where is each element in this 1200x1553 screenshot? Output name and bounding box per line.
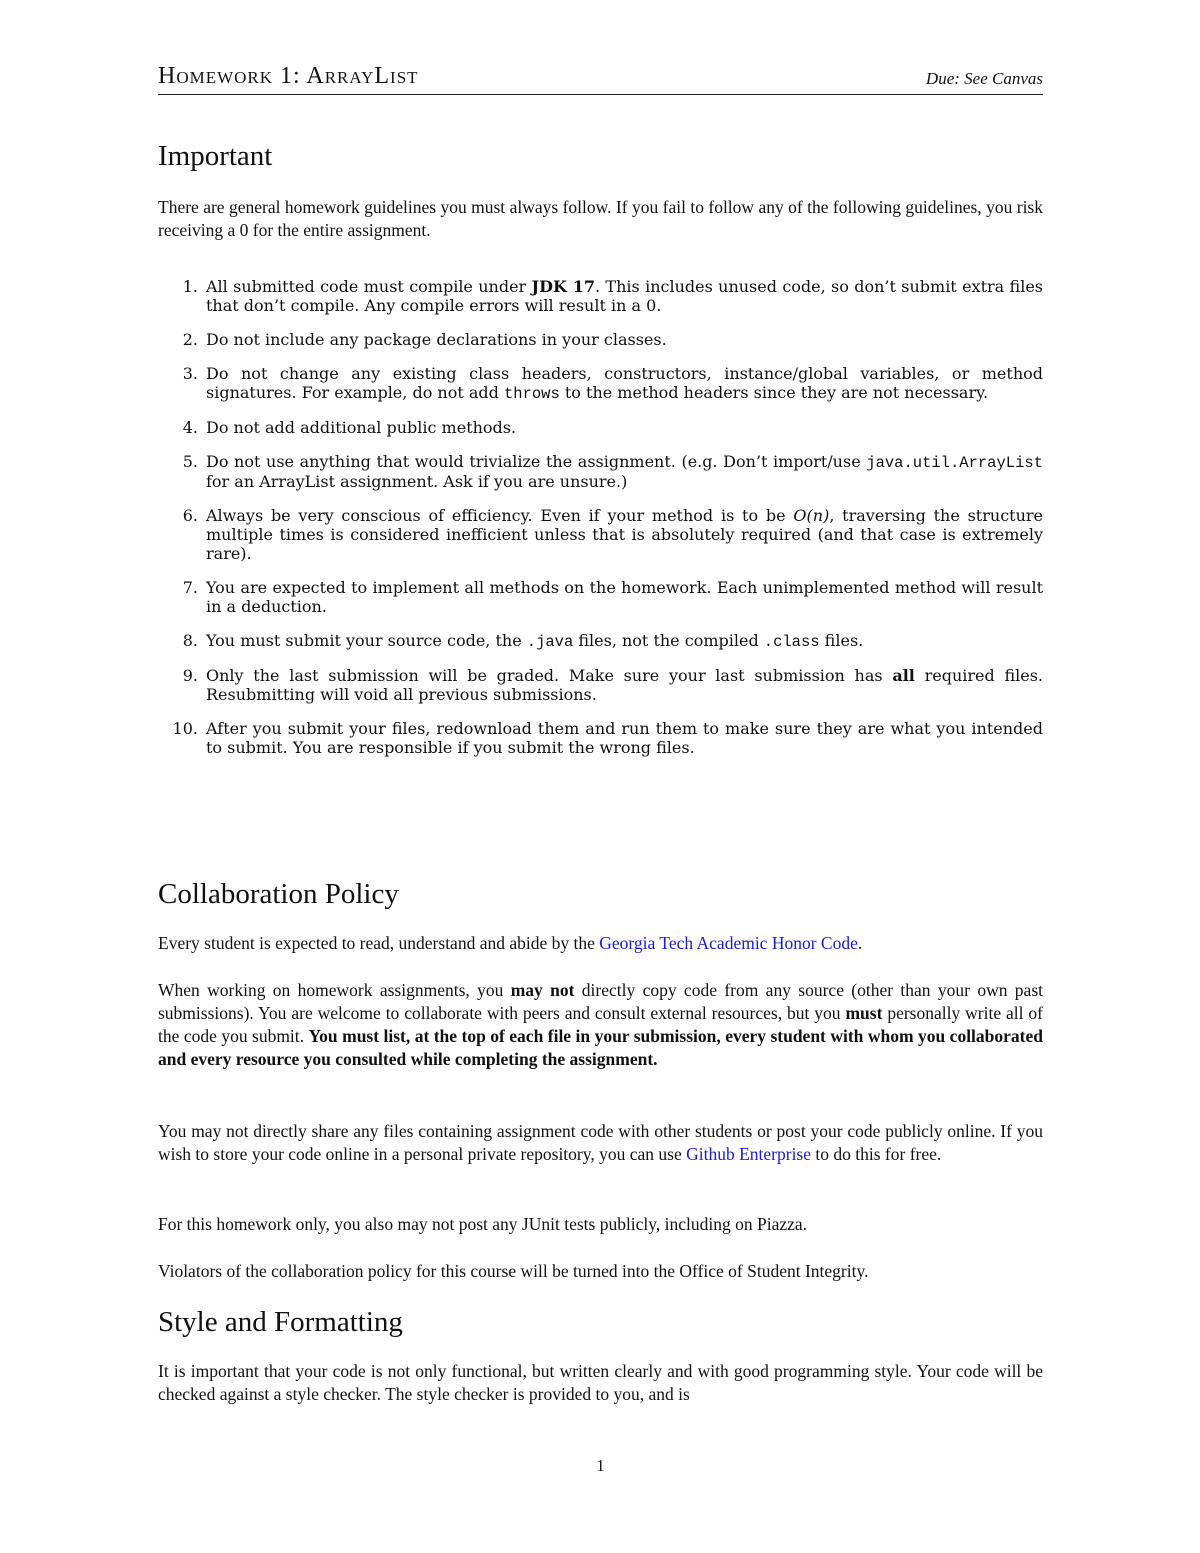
list-item: 3. Do not change any existing class headers, constructors, instance/global variables, or method signatures. For example, do not add throws to the method headers since they are not necessary. xyxy=(182,364,1043,403)
heading-collaboration-policy: Collaboration Policy xyxy=(158,878,399,910)
document-page xyxy=(158,0,1043,1553)
guidelines-list xyxy=(158,277,1043,772)
list-item: 2. Do not include any package declarations in your classes. xyxy=(182,330,667,349)
collab-paragraph-4: For this homework only, you also may not post any JUnit tests publicly, including on Piazza. xyxy=(158,1214,808,1234)
list-item: 7. You are expected to implement all methods on the homework. Each unimplemented method will result in a deduction. xyxy=(182,578,1043,616)
collab-paragraph-5: Violators of the collaboration policy for this course will be turned into the Office of Student Integrity. xyxy=(158,1261,869,1281)
heading-style-and-formatting: Style and Formatting xyxy=(158,1306,403,1338)
list-item: 5. Do not use anything that would trivialize the assignment. (e.g. Don’t import/use java.util.ArrayList for an ArrayList assignment. Ask if you are unsure.) xyxy=(182,452,1043,491)
collab-paragraph-2: When working on homework assignments, you may not directly copy code from any source (other than your own past submissions). You are welcome to collaborate with peers and consult external resources, but you must personally write all of the code you submit. You must list, at the top of each file in your submission, every student with whom you collaborated and every resource you consulted while completing the assignment. xyxy=(158,980,1043,1069)
list-item: 4. Do not add additional public methods. xyxy=(182,418,517,437)
style-paragraph-1: It is important that your code is not only functional, but written clearly and with good programming style. Your code will be checked against a style checker. The style checker is provided to you, and is xyxy=(158,1361,1043,1404)
page-header xyxy=(158,60,1043,95)
header-due: Due: See Canvas xyxy=(925,69,1043,88)
important-intro: There are general homework guidelines you must always follow. If you fail to follow any of the following guidelines, you risk receiving a 0 for the entire assignment. xyxy=(158,197,1043,240)
list-item: 9. Only the last submission will be graded. Make sure your last submission has all required files. Resubmitting will void all previous submissions. xyxy=(182,666,1043,704)
collab-paragraph-3: You may not directly share any files containing assignment code with other students or post your code publicly online. If you wish to store your code online in a personal private repository, you can use Github Enterprise to do this for free. xyxy=(158,1121,1043,1164)
header-title: Homework 1: ArrayList xyxy=(158,63,419,89)
list-item: 1. All submitted code must compile under JDK 17. This includes unused code, so don’t submit extra files that don’t compile. Any compile errors will result in a 0. xyxy=(182,277,1043,315)
list-item: 10. After you submit your files, redownload them and run them to make sure they are what you intended to submit. You are responsible if you submit the wrong files. xyxy=(172,719,1043,757)
honor-code-link[interactable]: Georgia Tech Academic Honor Code xyxy=(599,933,858,953)
heading-important: Important xyxy=(158,140,273,172)
list-item: 8. You must submit your source code, the .java files, not the compiled .class files. xyxy=(182,631,864,651)
collab-paragraph-1: Every student is expected to read, understand and abide by the Georgia Tech Academic Honor Code. xyxy=(158,933,863,953)
github-enterprise-link[interactable]: Github Enterprise xyxy=(686,1144,812,1164)
list-item: 6. Always be very conscious of efficiency. Even if your method is to be O(n), traversing the structure multiple times is considered inefficient unless that is absolutely required (and that case is extremely rare). xyxy=(182,506,1044,563)
page-number: 1 xyxy=(596,1456,605,1475)
